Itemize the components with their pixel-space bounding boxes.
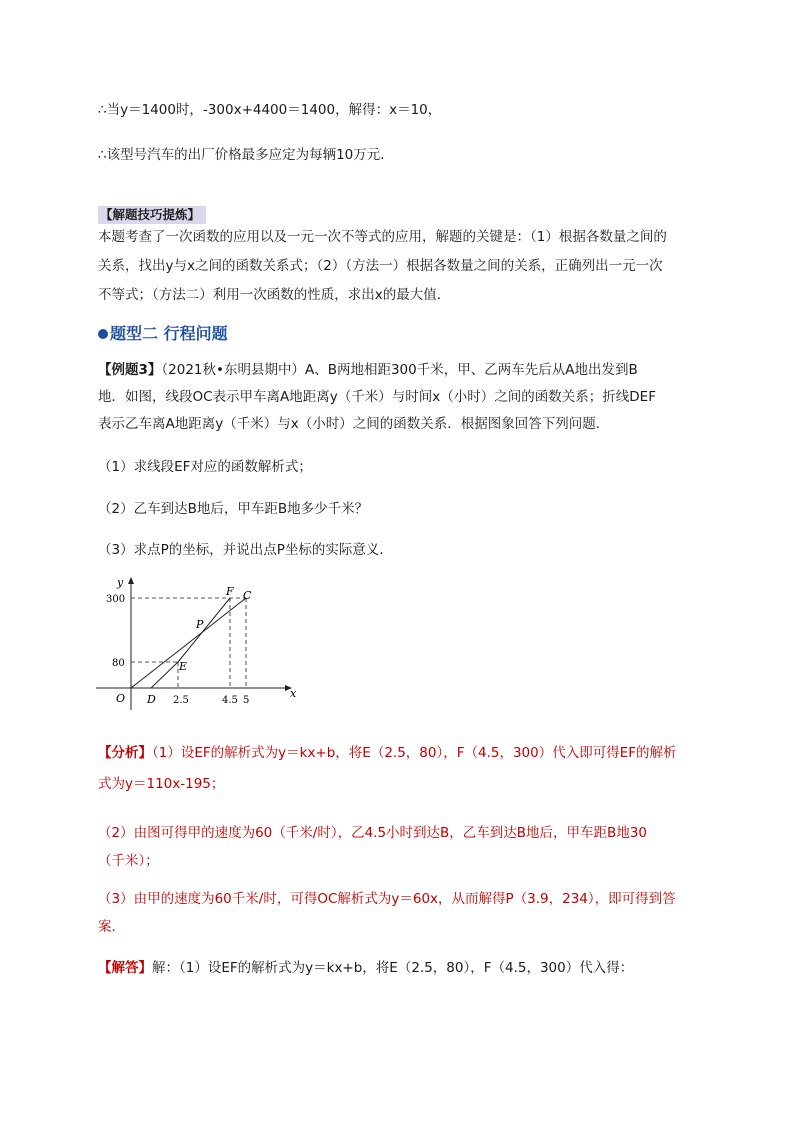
y-axis-arrow bbox=[128, 577, 134, 584]
example-text-1: （2021秋•东明县期中）A、B两地相距300千米，甲、乙两车先后从A地出发到B bbox=[161, 362, 638, 378]
example-tag: 【例题3】 bbox=[98, 362, 162, 378]
question-2: （2）乙车到达B地后，甲车距B地多少千米？ bbox=[98, 501, 369, 517]
analysis-line-5: （3）由甲的速度为60千米/时，可得OC解析式为y＝60x，从而解得P（3.9，234），即可得到答 bbox=[98, 891, 676, 907]
analysis-line-3: （2）由图可得甲的速度为60（千米/时），乙4.5小时到达B，乙车到达B地后，甲车距B地30 bbox=[98, 825, 647, 841]
label-y300: 300 bbox=[106, 594, 126, 605]
analysis-line-6: 案． bbox=[98, 919, 125, 935]
label-x45: 4.5 bbox=[222, 695, 238, 706]
bullet-icon bbox=[98, 329, 108, 339]
analysis-tag: 【分析】 bbox=[98, 745, 152, 761]
label-E: E bbox=[179, 660, 188, 673]
label-x25: 2.5 bbox=[173, 695, 189, 706]
example-line-1 bbox=[98, 357, 638, 383]
answer-line bbox=[98, 955, 633, 981]
tip-body-line-2: 关系，找出y与x之间的函数关系式；（2）（方法一）根据各数量之间的关系，正确列出一元一次 bbox=[98, 258, 663, 274]
label-y: y bbox=[117, 576, 124, 589]
section-heading bbox=[98, 323, 228, 345]
segment-DE bbox=[151, 662, 178, 688]
label-x5: 5 bbox=[243, 695, 250, 706]
example-line-3: 表示乙车离A地距离y（千米）与x（小时）之间的函数关系．根据图象回答下列问题． bbox=[98, 416, 610, 432]
tip-body-line-1: 本题考查了一次函数的应用以及一元一次不等式的应用，解题的关键是：（1）根据各数量之间的 bbox=[98, 229, 667, 245]
function-graph bbox=[96, 574, 306, 714]
segment-OC bbox=[131, 598, 246, 688]
example-line-2: 地．如图，线段OC表示甲车离A地距离y（千米）与时间x（小时）之间的函数关系；折线DEF bbox=[98, 389, 656, 405]
segment-EF bbox=[178, 598, 230, 662]
label-F: F bbox=[226, 585, 234, 598]
label-D: D bbox=[147, 693, 156, 706]
tip-body-line-3: 不等式；（方法二）利用一次函数的性质，求出x的最大值． bbox=[98, 287, 451, 303]
question-1: （1）求线段EF对应的函数解析式； bbox=[98, 459, 312, 475]
label-P: P bbox=[196, 618, 204, 631]
analysis-text-1: （1）设EF的解析式为y＝kx+b，将E（2.5，80），F（4.5，300）代入即可得EF的解析 bbox=[152, 745, 677, 761]
tip-title: 【解题技巧提炼】 bbox=[98, 206, 206, 224]
label-C: C bbox=[243, 589, 252, 602]
solution-line-2: ∴该型号汽车的出厂价格最多应定为每辆10万元． bbox=[98, 147, 394, 163]
section-heading-text: 题型二 行程问题 bbox=[110, 324, 228, 343]
label-O: O bbox=[116, 692, 126, 705]
analysis-line-4: （千米）； bbox=[98, 853, 159, 869]
label-x: x bbox=[290, 687, 297, 700]
analysis-line-2: 式为y＝110x-195； bbox=[98, 776, 225, 792]
analysis-line-1 bbox=[98, 740, 677, 766]
label-y80: 80 bbox=[112, 658, 125, 669]
solution-line-1: ∴当y＝1400时，-300x+4400＝1400，解得：x＝10， bbox=[98, 102, 442, 118]
answer-text: 解：（1）设EF的解析式为y＝kx+b，将E（2.5，80），F（4.5，300）代入得： bbox=[152, 960, 634, 976]
question-3: （3）求点P的坐标，并说出点P坐标的实际意义． bbox=[98, 542, 393, 558]
answer-tag: 【解答】 bbox=[98, 960, 152, 976]
